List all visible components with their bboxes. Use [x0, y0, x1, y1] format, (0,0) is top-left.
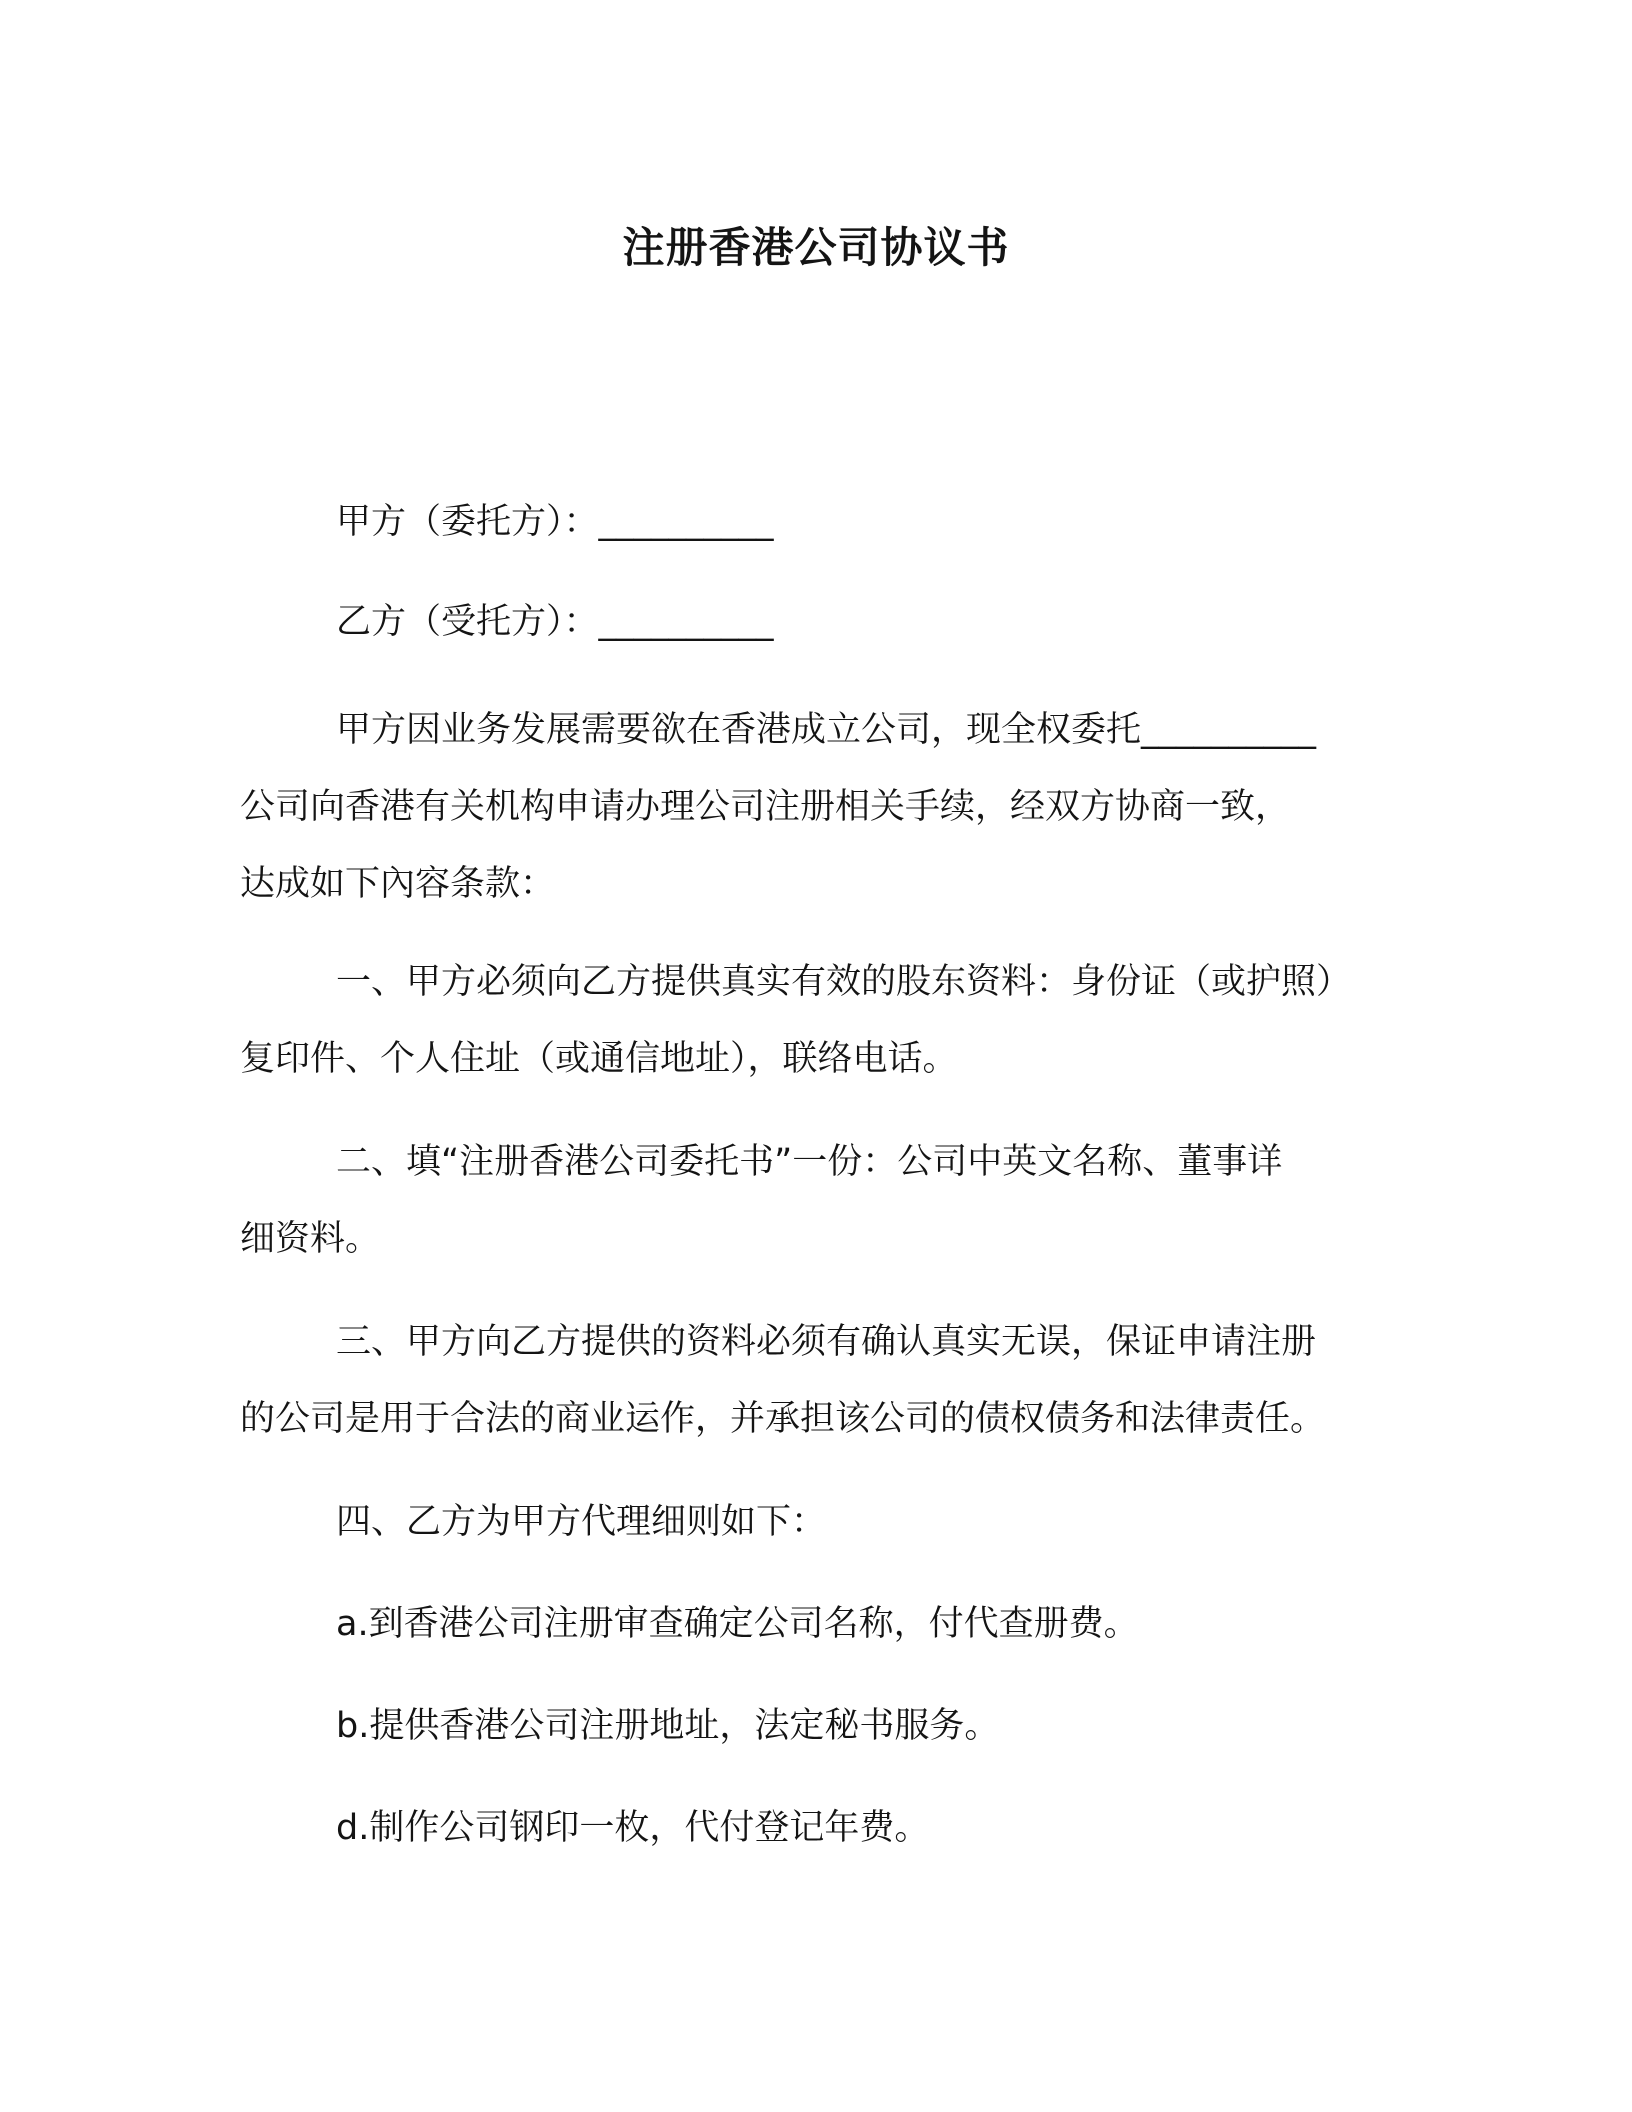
document-title: 注册香港公司协议书 [622, 223, 1010, 272]
party-a-line: 甲方（委托方）：__________ [336, 502, 774, 542]
intro-line: 公司向香港有关机构申请办理公司注册相关手续，经双方协商一致， [240, 787, 1291, 827]
clause-line: 三、甲方向乙方提供的资料必须有确认真实无误，保证申请注册 [336, 1322, 1317, 1362]
detail-item-b: b.提供香港公司注册地址，法定秘书服务。 [336, 1706, 1000, 1746]
clause-line: 一、甲方必须向乙方提供真实有效的股东资料：身份证（或护照） [336, 962, 1352, 1002]
clause-line: 的公司是用于合法的商业运作，并承担该公司的债权债务和法律责任。 [240, 1399, 1326, 1439]
clause-line: 细资料。 [240, 1219, 381, 1259]
intro-line: 甲方因业务发展需要欲在香港成立公司，现全权委托__________ [336, 710, 1317, 750]
party-b-line: 乙方（受托方）：__________ [336, 602, 774, 642]
clause-4-heading: 四、乙方为甲方代理细则如下： [336, 1502, 827, 1542]
intro-line: 达成如下內容条款： [240, 864, 556, 904]
clause-line: 二、填“注册香港公司委托书”一份：公司中英文名称、董事详 [336, 1142, 1283, 1182]
detail-item-a: a.到香港公司注册审查确定公司名称，付代查册费。 [336, 1604, 1139, 1644]
detail-item-d: d.制作公司钢印一枚，代付登记年费。 [336, 1808, 930, 1848]
clause-line: 复印件、个人住址（或通信地址），联络电话。 [240, 1039, 958, 1079]
